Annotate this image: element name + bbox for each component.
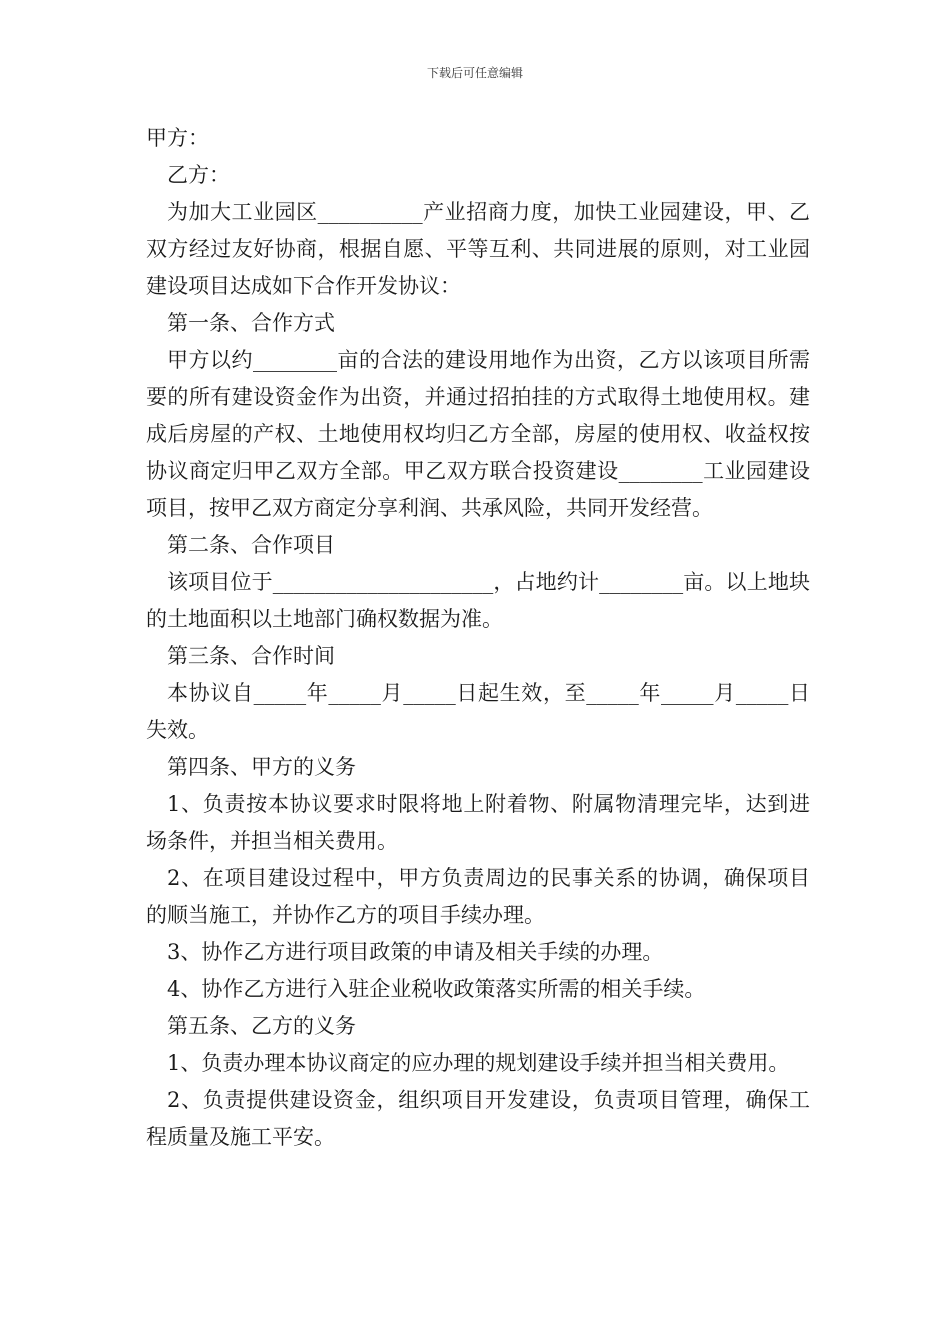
- party-b-line: 乙方：: [167, 163, 230, 187]
- preamble-paragraph: 为加大工业园区__________产业招商力度，加快工业园建设，甲、乙双方经过友好协商，根据自愿、平等互利、共同进展的原则，对工业园建设项目达成如下合作开发协议：: [146, 200, 810, 298]
- article-2-heading: 第二条、合作项目: [167, 533, 335, 557]
- article-1-heading: 第一条、合作方式: [167, 311, 335, 335]
- article-1-body: 甲方以约________亩的合法的建设用地作为出资，乙方以该项目所需要的所有建设资金作为出资，并通过招拍挂的方式取得土地使用权。建成后房屋的产权、土地使用权均归乙方全部，房屋的使用权、收益权按协议商定归甲乙双方全部。甲乙双方联合投资建设________工业园建设项目，按甲乙双方商定分享利润、共承风险，共同开发经营。: [146, 348, 810, 520]
- page-header-note: 下载后可任意编辑: [426, 66, 523, 80]
- article-2-body: 该项目位于_____________________，占地约计________亩。以上地块的土地面积以土地部门确权数据为准。: [146, 570, 810, 631]
- article-4-heading: 第四条、甲方的义务: [167, 755, 356, 779]
- article-4-item-1: 1、负责按本协议要求时限将地上附着物、附属物清理完毕，达到进场条件，并担当相关费用。: [146, 792, 810, 853]
- party-a-line: 甲方：: [146, 126, 209, 150]
- article-3-body: 本协议自_____年_____月_____日起生效，至_____年_____月_____日失效。: [146, 681, 810, 742]
- article-4-item-3: 3、协作乙方进行项目政策的申请及相关手续的办理。: [167, 940, 664, 964]
- article-5-item-2: 2、负责提供建设资金，组织项目开发建设，负责项目管理，确保工程质量及施工平安。: [146, 1088, 810, 1149]
- document-body: [146, 120, 810, 1156]
- article-4-item-4: 4、协作乙方进行入驻企业税收政策落实所需的相关手续。: [167, 977, 706, 1001]
- article-5-item-1: 1、负责办理本协议商定的应办理的规划建设手续并担当相关费用。: [167, 1051, 790, 1075]
- article-5-heading: 第五条、乙方的义务: [167, 1014, 356, 1038]
- article-3-heading: 第三条、合作时间: [167, 644, 335, 668]
- article-4-item-2: 2、在项目建设过程中，甲方负责周边的民事关系的协调，确保项目的顺当施工，并协作乙方的项目手续办理。: [146, 866, 810, 927]
